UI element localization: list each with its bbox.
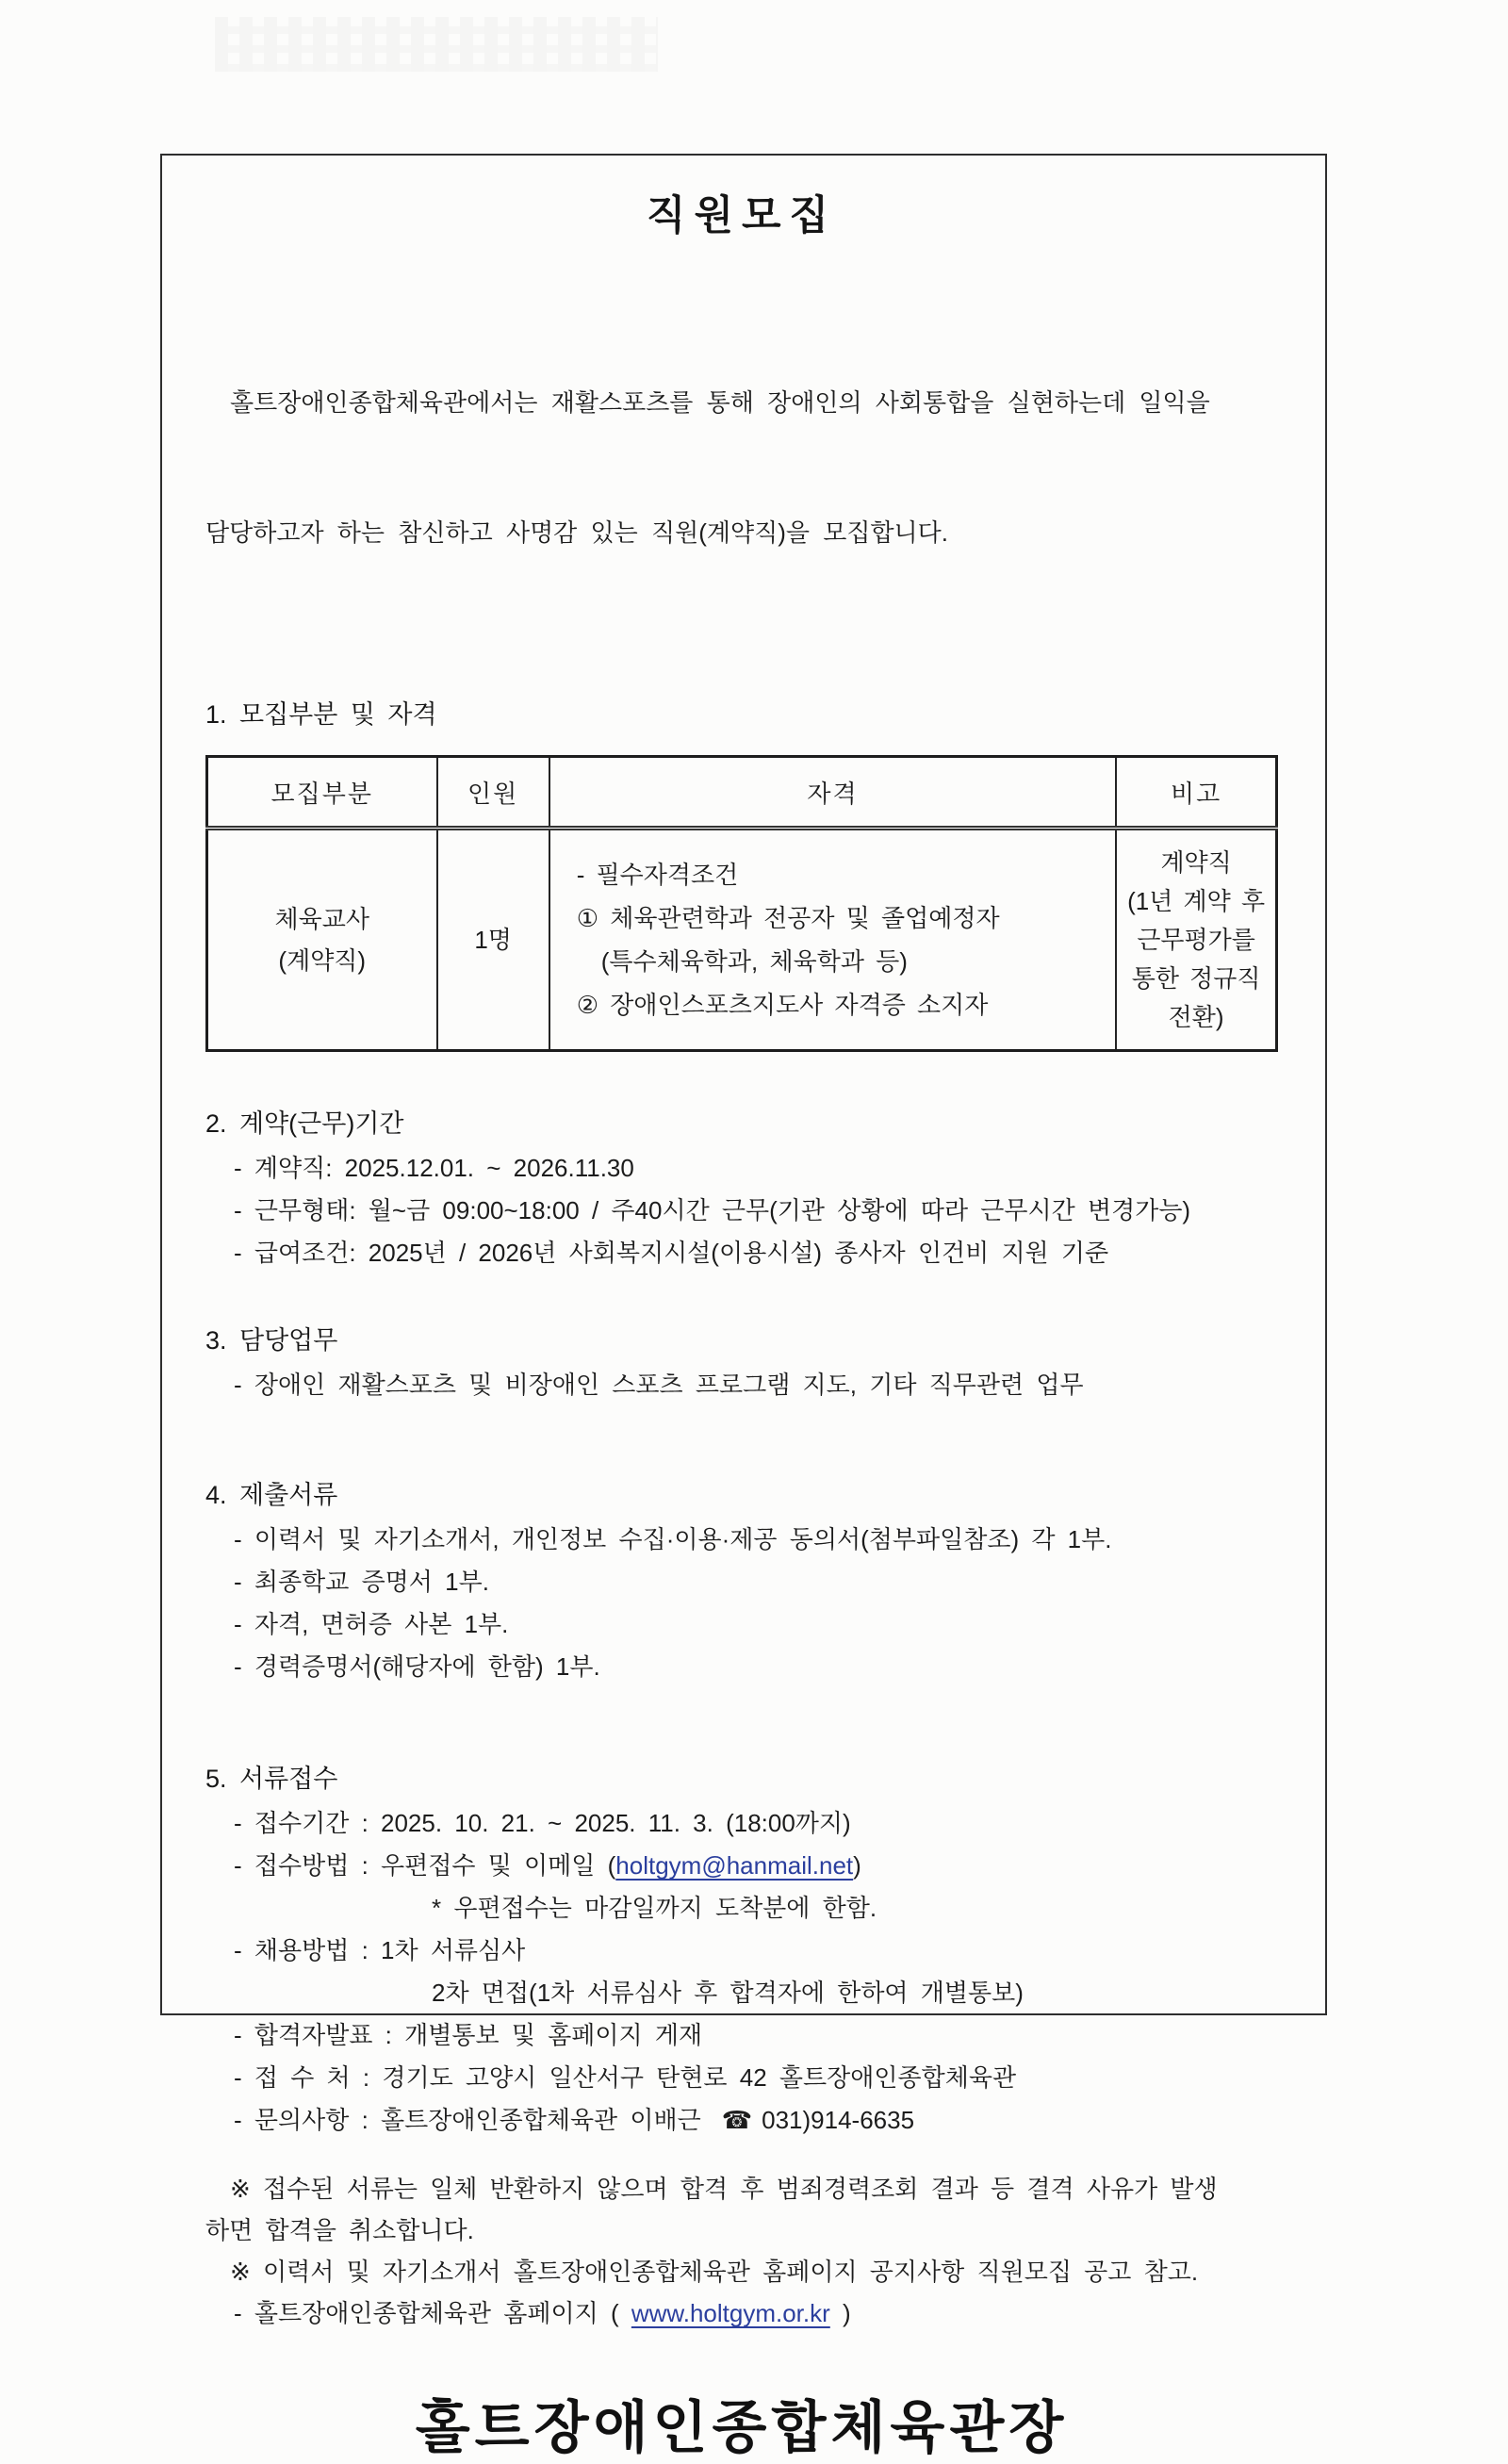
col-header-remark: 비고 [1116, 757, 1276, 829]
col-header-position: 모집부분 [207, 757, 437, 829]
apply-list [205, 1802, 1278, 2142]
table-row [207, 829, 1277, 1051]
cell-qualification [549, 829, 1117, 1051]
cell-position [207, 829, 437, 1051]
intro-line: 홀트장애인종합체육관에서는 재활스포츠를 통해 장애인의 사회통합을 실현하는데 일익을 [205, 388, 1210, 417]
remark-line: 근무평가를 [1137, 925, 1255, 954]
apply-process-step1: - 채용방법 : 1차 서류심사 [234, 1936, 526, 1964]
note-line: 하면 합격을 취소합니다. [205, 2216, 474, 2244]
email-link[interactable]: holtgym@hanmail.net [615, 1851, 854, 1880]
intro-paragraph [205, 294, 1278, 641]
document-content [162, 184, 1325, 2464]
apply-contact [234, 2099, 1278, 2142]
cell-remark [1116, 829, 1276, 1051]
page-title: 직원모집 [646, 193, 838, 238]
recruit-table [205, 755, 1278, 1052]
remark-line: 계약직 [1160, 847, 1232, 877]
contract-list [205, 1147, 1278, 1274]
cell-count: 1명 [437, 829, 549, 1051]
col-header-qualification: 자격 [549, 757, 1117, 829]
table-header-row [207, 757, 1277, 829]
apply-method [234, 1845, 1278, 1887]
list-item: - 자격, 면허증 사본 1부. [234, 1610, 509, 1638]
list-item: - 이력서 및 자기소개서, 개인정보 수집·이용·제공 동의서(첨부파일참조) 각 1부. [234, 1525, 1112, 1553]
apply-method-prefix: - 접수방법 : 우편접수 및 이메일 ( [234, 1851, 616, 1880]
col-header-count: 인원 [437, 757, 549, 829]
homepage-suffix: ) [829, 2299, 851, 2327]
apply-process-step2: 2차 면접(1차 서류심사 후 합격자에 한하여 개별통보) [432, 1979, 1024, 2007]
phone-number: 031)914-6635 [762, 2106, 915, 2134]
apply-method-suffix: ) [853, 1851, 861, 1880]
list-item: - 급여조건: 2025년 / 2026년 사회복지시설(이용시설) 종사자 인건비 지원 기준 [234, 1239, 1109, 1267]
homepage-prefix: - 홀트장애인종합체육관 홈페이지 ( [234, 2299, 631, 2327]
remark-line: 통한 정규직 [1131, 963, 1261, 993]
list-item: - 계약직: 2025.12.01. ~ 2026.11.30 [234, 1154, 634, 1182]
section-heading-apply: 5. 서류접수 [205, 1765, 338, 1793]
homepage-link[interactable]: www.holtgym.or.kr [631, 2299, 830, 2327]
apply-address: - 접 수 처 : 경기도 고양시 일산서구 탄현로 42 홀트장애인종합체육관 [234, 2063, 1017, 2092]
intro-line: 담당하고자 하는 참신하고 사명감 있는 직원(계약직)을 모집합니다. [205, 518, 949, 547]
scan-artifact [215, 17, 658, 72]
duty-list [205, 1364, 1278, 1406]
remark-line: (1년 계약 후 [1127, 886, 1266, 915]
list-item: - 근무형태: 월~금 09:00~18:00 / 주40시간 근무(기관 상황에 따라 근무시간 변경가능) [234, 1196, 1191, 1224]
apply-method-note: * 우편접수는 마감일까지 도착분에 한함. [432, 1894, 877, 1922]
apply-announce: - 합격자발표 : 개별통보 및 홈페이지 게재 [234, 2021, 703, 2049]
qualification-line: (특수체육학과, 체육학과 등) [576, 947, 908, 976]
homepage-line [234, 2292, 1278, 2334]
list-item: - 경력증명서(해당자에 한함) 1부. [234, 1652, 600, 1681]
note-line: ※ 접수된 서류는 일체 반환하지 않으며 합격 후 범죄경력조회 결과 등 결격 사유가 발생 [205, 2175, 1218, 2203]
documents-list [205, 1519, 1278, 1688]
document-page-border [160, 154, 1327, 2459]
notes-block [205, 2168, 1278, 2334]
note-line: ※ 이력서 및 자기소개서 홀트장애인종합체육관 홈페이지 공지사항 직원모집 공고 참고. [205, 2258, 1199, 2286]
position-type: (계약직) [278, 946, 367, 975]
apply-period: - 접수기간 : 2025. 10. 21. ~ 2025. 11. 3. (18:00까지) [234, 1809, 851, 1837]
phone-icon: ☎ [721, 2106, 753, 2134]
position-name: 체육교사 [274, 905, 369, 933]
list-item: - 최종학교 증명서 1부. [234, 1568, 489, 1596]
qualification-line: ① 체육관련학과 전공자 및 졸업예정자 [576, 904, 1000, 932]
section-heading-duty: 3. 담당업무 [205, 1326, 338, 1355]
section-heading-documents: 4. 제출서류 [205, 1481, 338, 1509]
qualification-line: - 필수자격조건 [576, 861, 739, 889]
section-heading-contract: 2. 계약(근무)기간 [205, 1109, 404, 1138]
signature-title: 홀트장애인종합체육관장 [415, 2396, 1069, 2459]
qualification-line: ② 장애인스포츠지도사 자격증 소지자 [576, 991, 989, 1019]
list-item: - 장애인 재활스포츠 및 비장애인 스포츠 프로그램 지도, 기타 직무관련 업무 [234, 1371, 1084, 1399]
remark-line: 전환) [1168, 1002, 1224, 1031]
section-heading-recruit: 1. 모집부분 및 자격 [205, 700, 437, 729]
contact-text: - 문의사항 : 홀트장애인종합체육관 이배근 [234, 2106, 701, 2134]
